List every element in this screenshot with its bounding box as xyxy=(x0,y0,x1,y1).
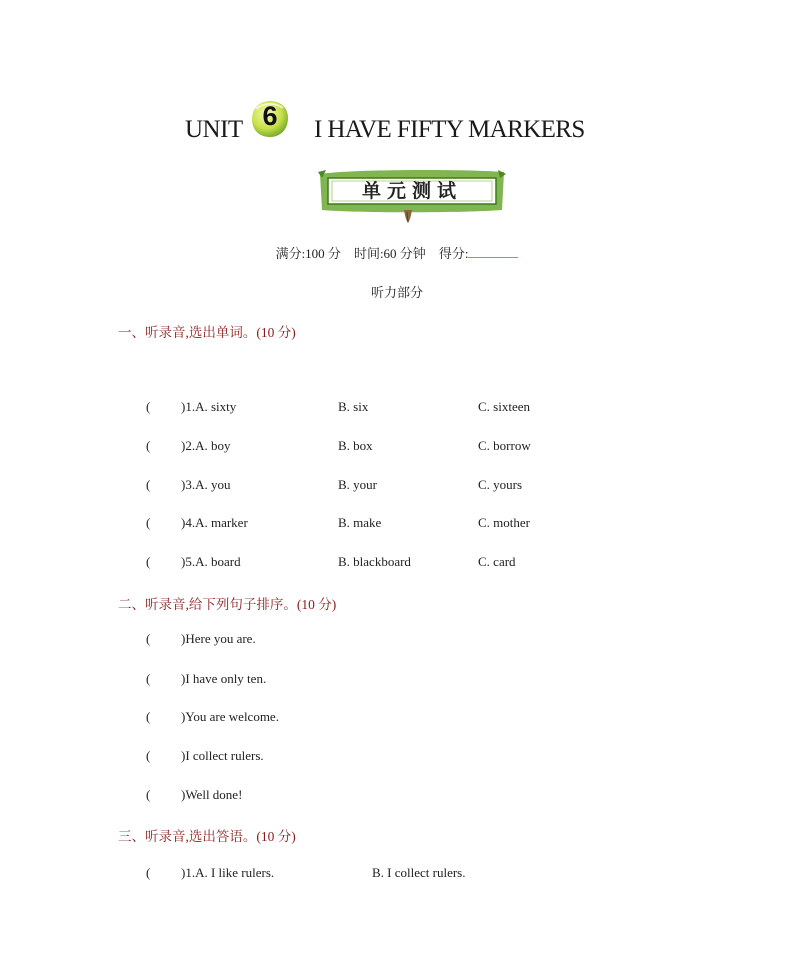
option-a: )4.A. marker xyxy=(181,515,248,530)
section3-heading: 三、听录音,选出答语。(10 分) xyxy=(118,829,296,844)
sentence: )You are welcome. xyxy=(181,709,279,724)
answer-bracket[interactable]: ( xyxy=(146,477,151,492)
score-blank[interactable] xyxy=(468,245,518,258)
option-a: )1.A. sixty xyxy=(181,399,237,414)
unit-label: UNIT xyxy=(185,116,243,143)
unit-number: 6 xyxy=(262,101,278,131)
unit-number-badge xyxy=(250,99,290,139)
score-line xyxy=(0,243,794,262)
option-b: B. box xyxy=(338,438,373,453)
answer-bracket[interactable]: ( xyxy=(146,787,151,802)
full-score: 满分:100 分 xyxy=(275,246,341,261)
answer-bracket[interactable]: ( xyxy=(146,631,151,646)
answer-bracket[interactable]: ( xyxy=(146,748,151,763)
part-heading: 听力部分 xyxy=(370,285,423,300)
banner-title: 单元测试 xyxy=(361,180,462,202)
option-a: )3.A. you xyxy=(181,477,231,492)
option-b: B. six xyxy=(338,399,369,414)
answer-bracket[interactable]: ( xyxy=(146,671,151,686)
test-banner xyxy=(316,166,508,224)
option-c: C. yours xyxy=(478,477,523,492)
section2-heading: 二、听录音,给下列句子排序。(10 分) xyxy=(118,597,337,612)
option-a: )2.A. boy xyxy=(181,438,231,453)
score-label: 得分: xyxy=(438,246,469,261)
section1-heading: 一、听录音,选出单词。(10 分) xyxy=(118,325,296,340)
time-limit: 时间:60 分钟 xyxy=(353,246,426,261)
option-b: B. make xyxy=(338,515,382,530)
unit-title: I HAVE FIFTY MARKERS xyxy=(314,116,585,143)
option-c: C. borrow xyxy=(478,438,531,453)
option-b: B. blackboard xyxy=(338,554,411,569)
option-c: C. mother xyxy=(478,515,530,530)
sentence: )I have only ten. xyxy=(181,671,267,686)
option-a: )1.A. I like rulers. xyxy=(181,865,275,880)
option-c: C. card xyxy=(478,554,516,569)
answer-bracket[interactable]: ( xyxy=(146,865,151,880)
sentence: )Well done! xyxy=(181,787,243,802)
option-c: C. sixteen xyxy=(478,399,530,414)
sentence: )Here you are. xyxy=(181,631,256,646)
option-b: B. your xyxy=(338,477,377,492)
answer-bracket[interactable]: ( xyxy=(146,438,151,453)
answer-bracket[interactable]: ( xyxy=(146,709,151,724)
sentence: )I collect rulers. xyxy=(181,748,264,763)
option-b: B. I collect rulers. xyxy=(372,865,466,880)
option-a: )5.A. board xyxy=(181,554,241,569)
answer-bracket[interactable]: ( xyxy=(146,515,151,530)
answer-bracket[interactable]: ( xyxy=(146,554,151,569)
answer-bracket[interactable]: ( xyxy=(146,399,151,414)
